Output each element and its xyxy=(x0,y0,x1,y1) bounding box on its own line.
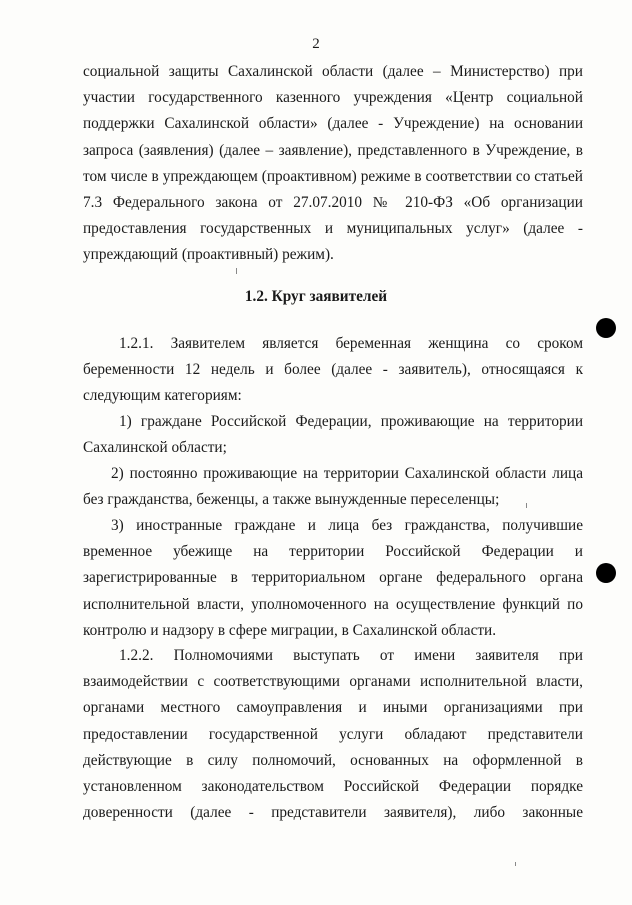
text-line: запроса (заявления) (далее – заявление), представленного в Учреждение, в xyxy=(83,141,583,159)
text-line: 3) иностранные граждане и лица без гражданства, получившие xyxy=(111,517,583,534)
text-line: доверенности (далее - представители заявителя), либо законные xyxy=(83,804,583,822)
text-line: взаимодействии с соответствующими органами исполнительной власти, xyxy=(83,673,583,691)
text-line: беременности 12 недель и более (далее - заявитель), относящаяся к xyxy=(83,361,583,379)
text-line: упреждающий (проактивный) режим). xyxy=(83,246,334,264)
text-line: исполнительной власти, уполномоченного на осуществление функций по xyxy=(83,595,583,613)
list-item-1 xyxy=(83,409,583,461)
text-line: участии государственного казенного учреждения «Центр социальной xyxy=(83,89,583,107)
text-line: временное убежище на территории Российской Федерации и xyxy=(83,543,583,561)
text-line: зарегистрированные в территориальном органе федерального органа xyxy=(83,569,583,587)
text-line: предоставления государственных и муниципальных услуг» (далее - xyxy=(83,220,583,238)
text-line: следующим категориям: xyxy=(83,387,242,405)
paragraph-1-2-1 xyxy=(83,331,583,410)
paragraph-1-2-2 xyxy=(83,643,583,826)
text-line: действующие в силу полномочий, основанных на оформленной в xyxy=(83,751,583,769)
text-line: 1) граждане Российской Федерации, проживающие на территории xyxy=(119,413,583,430)
text-line: Сахалинской области; xyxy=(83,439,227,457)
text-line: органами местного самоуправления и иными организациями при xyxy=(83,699,583,717)
text-line: 2) постоянно проживающие на территории Сахалинской области лица xyxy=(111,465,583,482)
text-line: 7.3 Федерального закона от 27.07.2010 № 210-ФЗ «Об организации xyxy=(83,193,583,211)
paragraph-intro xyxy=(83,59,583,269)
scan-speck xyxy=(515,862,516,866)
text-line: без гражданства, беженцы, а также вынужденные переселенцы; xyxy=(83,491,500,509)
text-line: предоставлении государственной услуги обладают представители xyxy=(83,725,583,743)
punch-hole-mark xyxy=(596,318,616,338)
text-line: контролю и надзору в сфере миграции, в Сахалинской области. xyxy=(83,621,497,639)
scan-speck xyxy=(236,268,237,274)
list-item-2 xyxy=(83,461,583,513)
text-line: установленном законодательством Российской Федерации порядке xyxy=(83,777,583,795)
text-line: 1.2.2. Полномочиями выступать от имени заявителя при xyxy=(119,647,583,664)
text-line: 1.2.1. Заявителем является беременная женщина со сроком xyxy=(119,335,583,352)
list-item-3 xyxy=(83,513,583,644)
scan-speck xyxy=(526,503,527,508)
text-line: том числе в упреждающем (проактивном) режиме в соответствии со статьей xyxy=(83,167,583,185)
page-number: 2 xyxy=(312,36,320,52)
punch-hole-mark xyxy=(596,563,616,583)
text-line: поддержки Сахалинской области» (далее - Учреждение) на основании xyxy=(83,115,583,133)
section-heading: 1.2. Круг заявителей xyxy=(244,288,388,305)
text-line: социальной защиты Сахалинской области (далее – Министерство) при xyxy=(83,63,583,80)
